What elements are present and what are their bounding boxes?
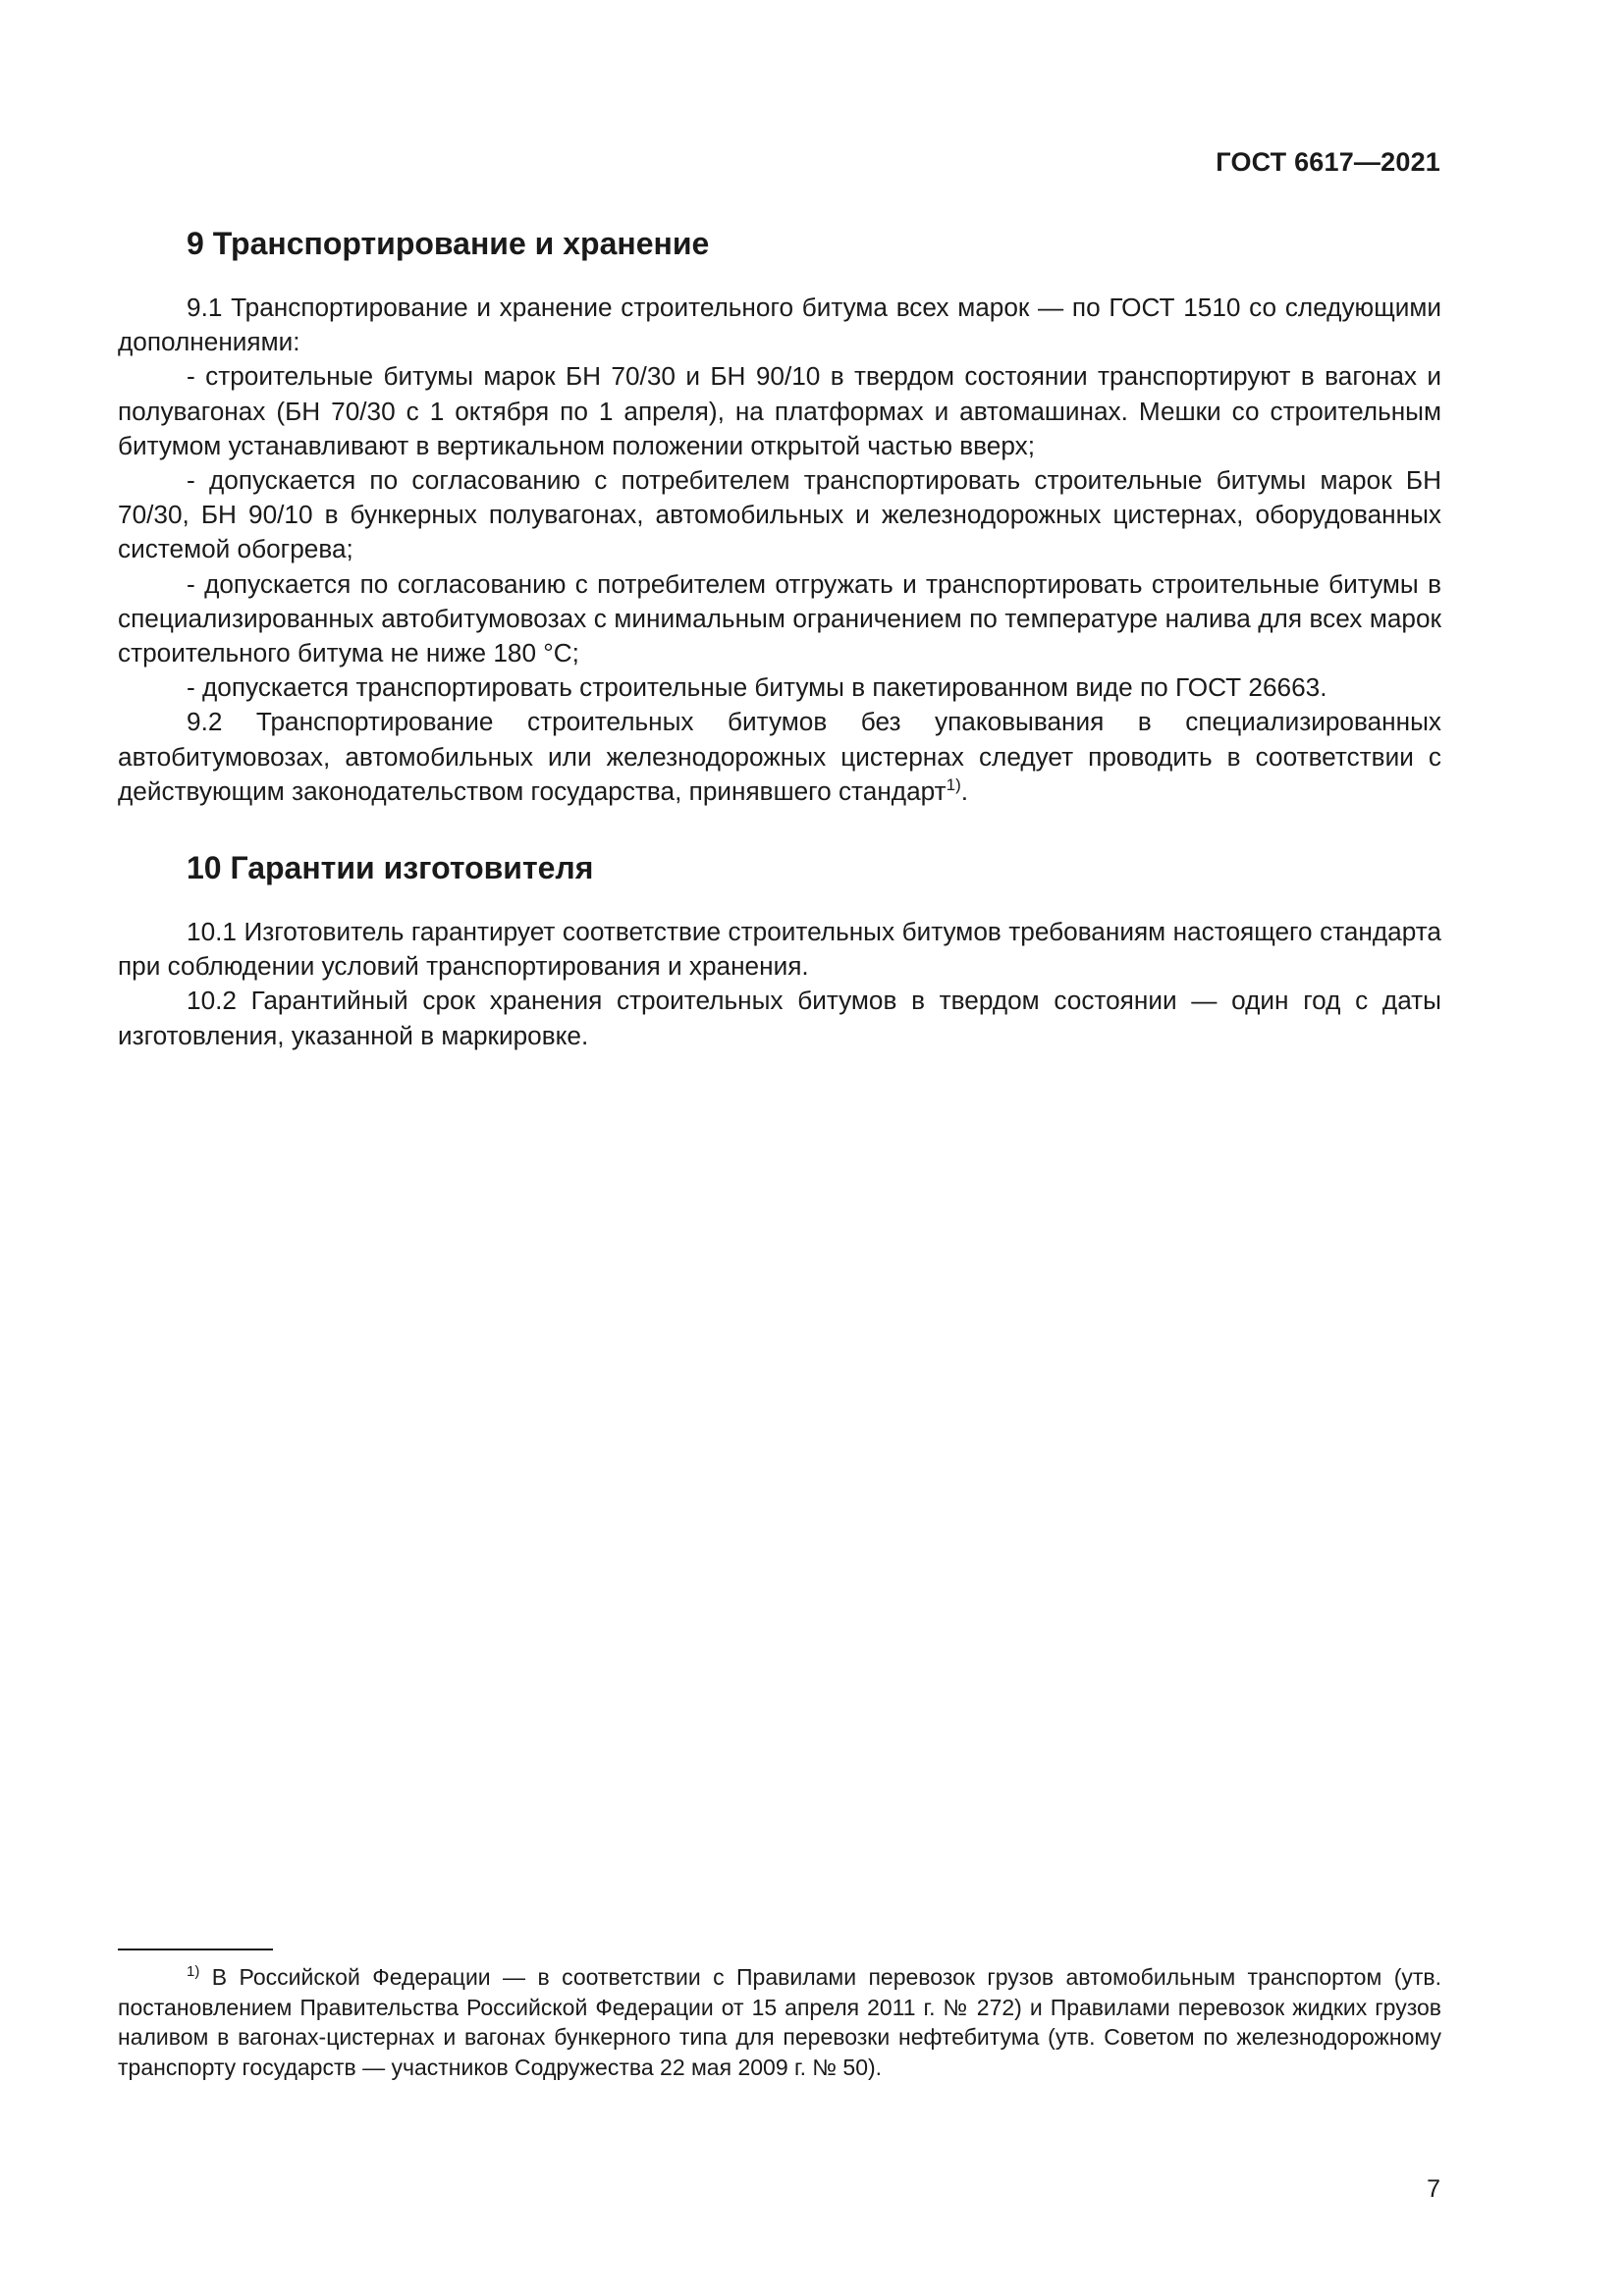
- footnote-separator: [118, 1949, 273, 1950]
- list-item-solid-transport: - строительные битумы марок БН 70/30 и БН 90/10 в твердом состоянии транспортируют в вагонах и полувагонах (БН 70/30 с 1 октября по 1 апреля), на платформах и автомашинах. Мешки со строительным битумом устанавливают в вертикальном положении открытой частью вверх;: [118, 361, 1441, 460]
- list-item-bunker-wagons: - допускается по согласованию с потребителем транспортировать строительные битумы марок БН 70/30, БН 90/10 в бункерных полувагонах, автомобильных и железнодорожных цистернах, оборудованных системой обогрева;: [118, 465, 1441, 564]
- paragraph-9-2: [118, 705, 1441, 809]
- main-content: [118, 224, 1441, 1053]
- section-10-heading: 10 Гарантии изготовителя: [187, 850, 594, 886]
- footnote-reference: 1): [946, 774, 961, 794]
- footnote-1: [118, 1962, 1441, 2082]
- paragraph-9-1: 9.1 Транспортирование и хранение строительного битума всех марок — по ГОСТ 1510 со следующими дополнениями:: [118, 293, 1441, 357]
- footnote-text: В Российской Федерации — в соответствии с Правилами перевозок грузов автомобильным транспортом (утв. постановлением Правительства Российской Федерации от 15 апреля 2011 г. № 272) и Правилами перевозок жидких грузов наливом в вагонах-цистернах и вагонах бункерного типа для перевозки нефтебитума (утв. Советом по железнодорожному транспорту государств — участников Содружества 22 мая 2009 г. № 50).: [118, 1964, 1441, 2080]
- section-9-heading: 9 Транспортирование и хранение: [187, 226, 710, 261]
- footnote-marker: 1): [187, 1963, 200, 1980]
- page-number: 7: [1427, 2175, 1440, 2203]
- list-item-packaged: - допускается транспортировать строительные битумы в пакетированном виде по ГОСТ 26663.: [187, 672, 1327, 703]
- paragraph-9-2-text: 9.2 Транспортирование строительных битумов без упаковывания в специализированных автобитумовозах, автомобильных или железнодорожных цистернах следует проводить в соответствии с действующим законодательством государства, принявшего стандарт: [118, 707, 1441, 806]
- footnotes: [118, 1962, 1441, 2082]
- standard-designation: ГОСТ 6617—2021: [1216, 147, 1440, 177]
- paragraph-9-2-end: .: [960, 775, 969, 806]
- paragraph-10-2: 10.2 Гарантийный срок хранения строительных битумов в твердом состоянии — один год с даты изготовления, указанной в маркировке.: [118, 986, 1441, 1050]
- paragraph-10-1: 10.1 Изготовитель гарантирует соответствие строительных битумов требованиям настоящего стандарта при соблюдении условий транспортирования и хранения.: [118, 917, 1441, 982]
- list-item-bitumen-trucks: - допускается по согласованию с потребителем отгружать и транспортировать строительные битумы в специализированных автобитумовозах с минимальным ограничением по температуре налива для всех марок строительного битума не ниже 180 °С;: [118, 568, 1441, 668]
